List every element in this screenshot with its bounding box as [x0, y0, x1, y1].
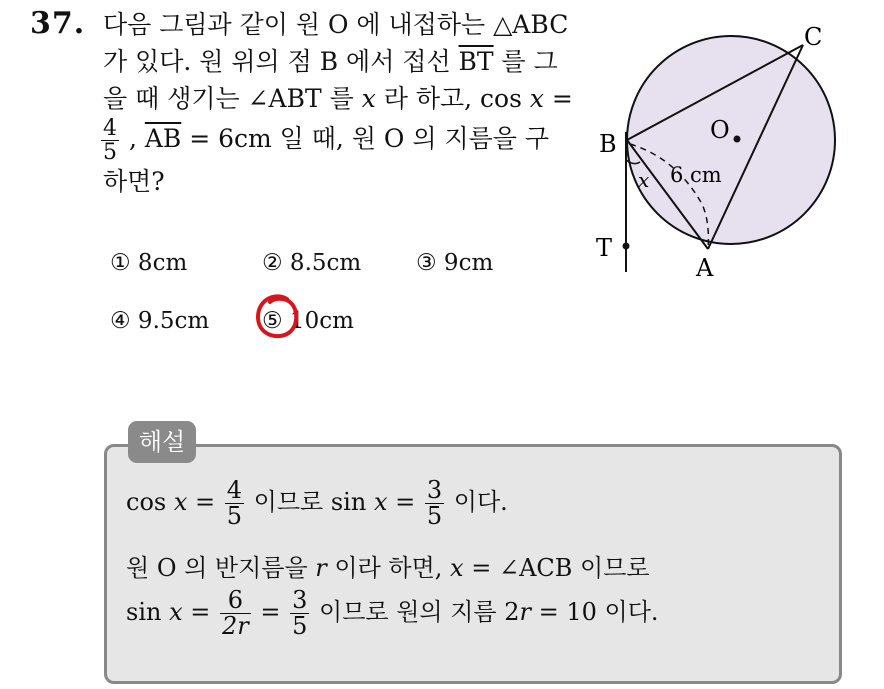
q-text: =: [543, 84, 573, 113]
s-text: 이라 하면,: [326, 554, 451, 582]
s-text: =: [387, 488, 423, 517]
frac-den: 5: [292, 612, 308, 641]
frac-den: 5: [426, 502, 443, 531]
fraction: [290, 588, 309, 639]
frac-den: 5: [103, 140, 117, 166]
label-o: O: [710, 116, 730, 144]
var-r: r: [519, 598, 531, 627]
fraction: [425, 478, 444, 529]
q-text: 라 하고, cos: [375, 84, 530, 113]
label-length: 6 cm: [670, 163, 722, 187]
answer-circle-mark: [254, 293, 300, 341]
option-5[interactable]: ⑤ 10cm: [262, 308, 354, 334]
label-c: C: [804, 23, 823, 51]
solution-line-3: [126, 588, 659, 639]
frac-num: 4: [103, 116, 117, 141]
option-4[interactable]: ④ 9.5cm: [110, 308, 210, 334]
solution-tag: 해설: [128, 421, 196, 463]
question-line-4: [103, 117, 573, 177]
frac-den: 2r: [222, 612, 249, 641]
q-text: = 6cm 일 때, 원 O 의 지름을 구: [181, 124, 550, 154]
fraction: [101, 117, 119, 164]
var-x: x: [529, 84, 544, 113]
var-r: r: [315, 554, 327, 582]
var-x: x: [169, 598, 183, 627]
question-number: 37.: [30, 6, 86, 41]
s-text: =: [182, 598, 218, 627]
solution-line-2: [126, 548, 650, 583]
option-3[interactable]: ③ 9cm: [416, 250, 494, 276]
s-text: = 10 이다.: [530, 598, 659, 627]
s-text: = ∠ACB 이므로: [463, 554, 650, 582]
center-point: [734, 136, 741, 143]
var-x: x: [373, 488, 388, 517]
s-text: =: [252, 598, 289, 627]
q-text: 를 그: [493, 47, 558, 76]
segment-ab: $\overline{AB}$: [144, 124, 182, 154]
fraction: [220, 588, 251, 639]
s-text: =: [187, 488, 223, 517]
option-2[interactable]: ② 8.5cm: [262, 250, 362, 276]
segment-bt: $\overline{BT}$: [458, 47, 494, 76]
frac-num: 3: [426, 476, 443, 504]
s-text: 이다.: [446, 488, 508, 517]
question-line-3: [103, 80, 573, 117]
point-t: [623, 243, 630, 250]
s-text: sin: [126, 598, 170, 627]
circle-figure: [590, 10, 880, 280]
solution-line-1: [126, 478, 508, 529]
question-line-1: 다음 그림과 같이 원 O 에 내접하는 △ABC: [103, 10, 569, 39]
frac-num: 3: [292, 586, 308, 614]
s-text: 이므로 원의 지름 2: [311, 598, 520, 627]
s-text: 이므로 sin: [246, 488, 374, 517]
q-text: 을 때 생기는 ∠ABT 를: [103, 84, 362, 113]
option-1[interactable]: ① 8cm: [110, 250, 188, 276]
question-text: [103, 6, 573, 200]
frac-num: 4: [226, 476, 243, 504]
q-text: 가 있다. 원 위의 점 B 에서 접선: [103, 47, 459, 76]
frac-den: 5: [226, 502, 243, 531]
s-text: 원 O 의 반지름을: [126, 554, 316, 582]
frac-num: 6: [220, 588, 251, 614]
label-b: B: [599, 130, 617, 158]
fraction: [225, 478, 244, 529]
var-x: x: [173, 488, 188, 517]
s-text: cos: [126, 488, 174, 517]
label-t: T: [596, 234, 613, 262]
question-line-5: 하면?: [103, 167, 165, 196]
question-line-2: [103, 43, 573, 80]
label-a: A: [696, 254, 714, 280]
circle-o: [627, 36, 835, 244]
var-x: x: [361, 84, 376, 113]
label-x: x: [638, 168, 650, 192]
q-text: ,: [121, 124, 145, 154]
var-x: x: [450, 554, 464, 582]
